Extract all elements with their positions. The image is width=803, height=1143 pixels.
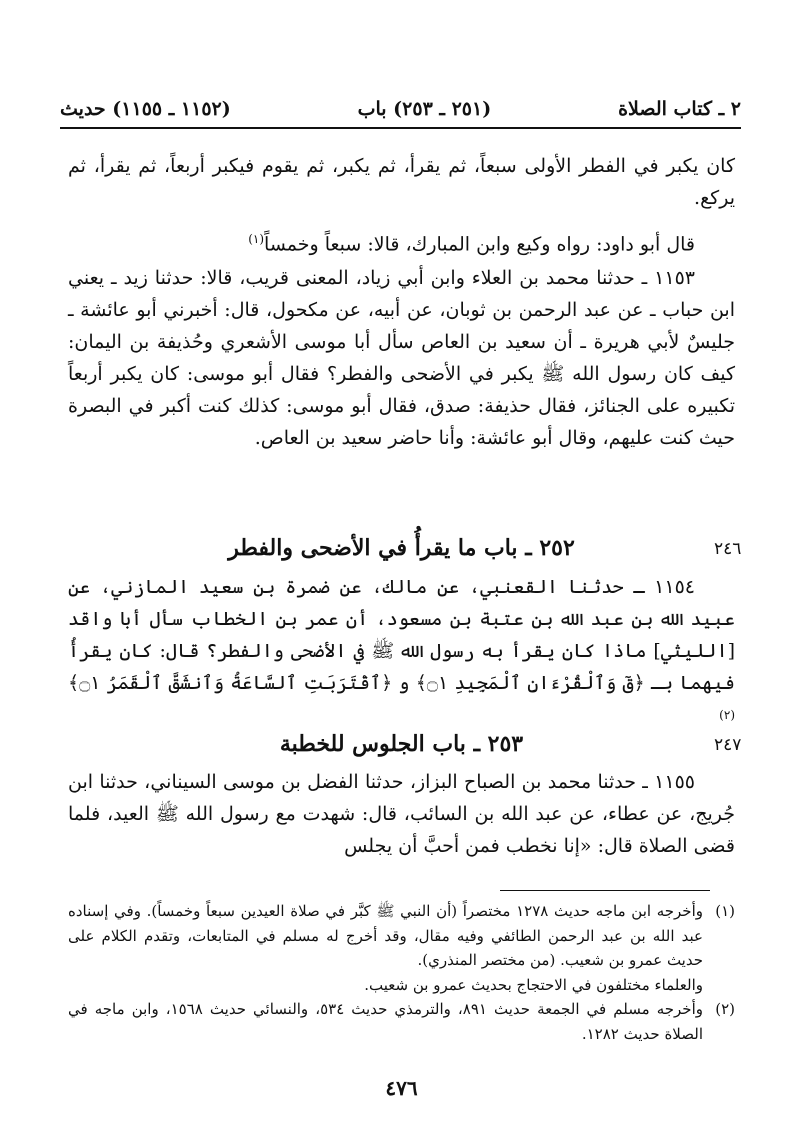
hadith-1155-block (68, 766, 735, 862)
abu-dawud-note-text: قال أبو داود: رواه وكيع وابن المبارك، قالا: سبعاً وخمساً (264, 233, 695, 256)
intro-text: كان يكبر في الفطر الأولى سبعاً، ثم يقرأ، ثم يكبر، ثم يقوم فيكبر أربعاً، ثم يقرأ، ثم يركع. (68, 155, 735, 209)
abu-dawud-note (68, 223, 735, 260)
footnote-rule (500, 890, 710, 891)
footnote-1-line-1: وأخرجه ابن ماجه حديث ١٢٧٨ مختصراً (أن النبي ﷺ كبَّر في صلاة العيدين سبعاً وخمساً). وفي إسناده عبد الله بن عبد الرحمن الطائفي وفيه مقال، وقد أخرج له مسلم في المتابعات، وتقدم الكلام على حديث عمرو بن شعيب. (من مختصر المنذري). (68, 902, 703, 969)
footnote-1-line-2: والعلماء مختلفون في الاحتجاج بحديث عمرو بن شعيب. (364, 975, 703, 994)
footnote-2 (68, 997, 735, 1046)
footnote-1 (68, 899, 735, 997)
chapter-253-title: ٢٥٣ ـ باب الجلوس للخطبة (279, 731, 524, 757)
hadith-1154-block (68, 571, 735, 736)
page-number: ٤٧٦ (385, 1076, 418, 1100)
chapter-253-number: ٢٤٧ (714, 735, 742, 755)
intro-paragraph-block (68, 150, 735, 214)
hadith-1155-text: ١١٥٥ ـ حدثنا محمد بن الصباح البزاز، حدثنا الفضل بن موسى السيناني، حدثنا ابن جُريج، عن عطاء، عن عبد الله بن السائب، قال: شهدت مع رسول الله ﷺ العيد، فلما قضى الصلاة قال: «إنا نخطب فمن أحبَّ أن يجلس (68, 771, 735, 857)
header-hadith-range: (١١٥٢ ـ ١١٥٥) حديث (60, 98, 231, 120)
footnote-1-body (68, 899, 703, 997)
running-header (60, 92, 741, 126)
hadith-1153-text: ١١٥٣ ـ حدثنا محمد بن العلاء وابن أبي زياد، المعنى قريب، قالا: حدثنا زيد ـ يعني ابن حباب ـ عن عبد الرحمن بن ثوبان، عن أبيه، عن مكحول، قال: أخبرني أبو عائشة ـ جليسٌ لأبي هريرة ـ أن سعيد بن العاص سأل أبا موسى الأشعري وحُذيفة بن اليمان: كيف كان رسول الله ﷺ يكبر في الأضحى والفطر؟ فقال أبو موسى: كان يكبر أربعاً تكبيره على الجنائز، فقال حذيفة: صدق، فقال أبو موسى: كذلك كنت أكبر في البصرة حيث كنت عليهم، وقال أبو عائشة: وأنا حاضر سعيد بن العاص. (68, 267, 735, 449)
footnote-ref-1: (١) (248, 232, 265, 246)
footnote-2-number: (٢) (715, 1000, 735, 1018)
footnote-1-number: (١) (715, 902, 735, 920)
chapter-252-title: ٢٥٢ ـ باب ما يقرأُ في الأضحى والفطر (228, 535, 575, 561)
header-book-title: ٢ ـ كتاب الصلاة (618, 98, 741, 120)
header-chapter-range: (٢٥١ ـ ٢٥٣) باب (357, 98, 492, 120)
header-rule (60, 127, 741, 129)
footnotes (68, 899, 735, 1046)
hadith-1153-block (68, 262, 735, 454)
chapter-252-number: ٢٤٦ (714, 539, 742, 559)
hadith-1154 (68, 571, 735, 736)
abu-dawud-note-block (68, 223, 735, 260)
footnote-2-body (68, 997, 703, 1046)
hadith-1154-text: ١١٥٤ ـ حدثنا القعنبي، عن مالك، عن ضمرة بن سعيد المازني، عن عبيد الله بن عبد الله بن عتبة بن مسعود، أن عمر بن الخطاب سأل أبا واقد [الليثي] ماذا كان يقرأ به رسول الله ﷺ في الأضحى والفطر؟ قال: كان يقرأُ فيهما بـ ﴿قٓ وَٱلْقُرْءَانِ ٱلْمَجِيدِ ۝١﴾ و ﴿ٱقْتَرَبَتِ ٱلسَّاعَةُ وَٱنشَقَّ ٱلْقَمَرُ ۝١﴾ (68, 576, 735, 694)
footnote-ref-2: (٢) (719, 708, 735, 722)
footnote-2-line-1: وأخرجه مسلم في الجمعة حديث ٨٩١، والترمذي حديث ٥٣٤، والنسائي حديث ١٥٦٨، وابن ماجه في الصلاة حديث ١٢٨٢. (68, 1000, 703, 1043)
